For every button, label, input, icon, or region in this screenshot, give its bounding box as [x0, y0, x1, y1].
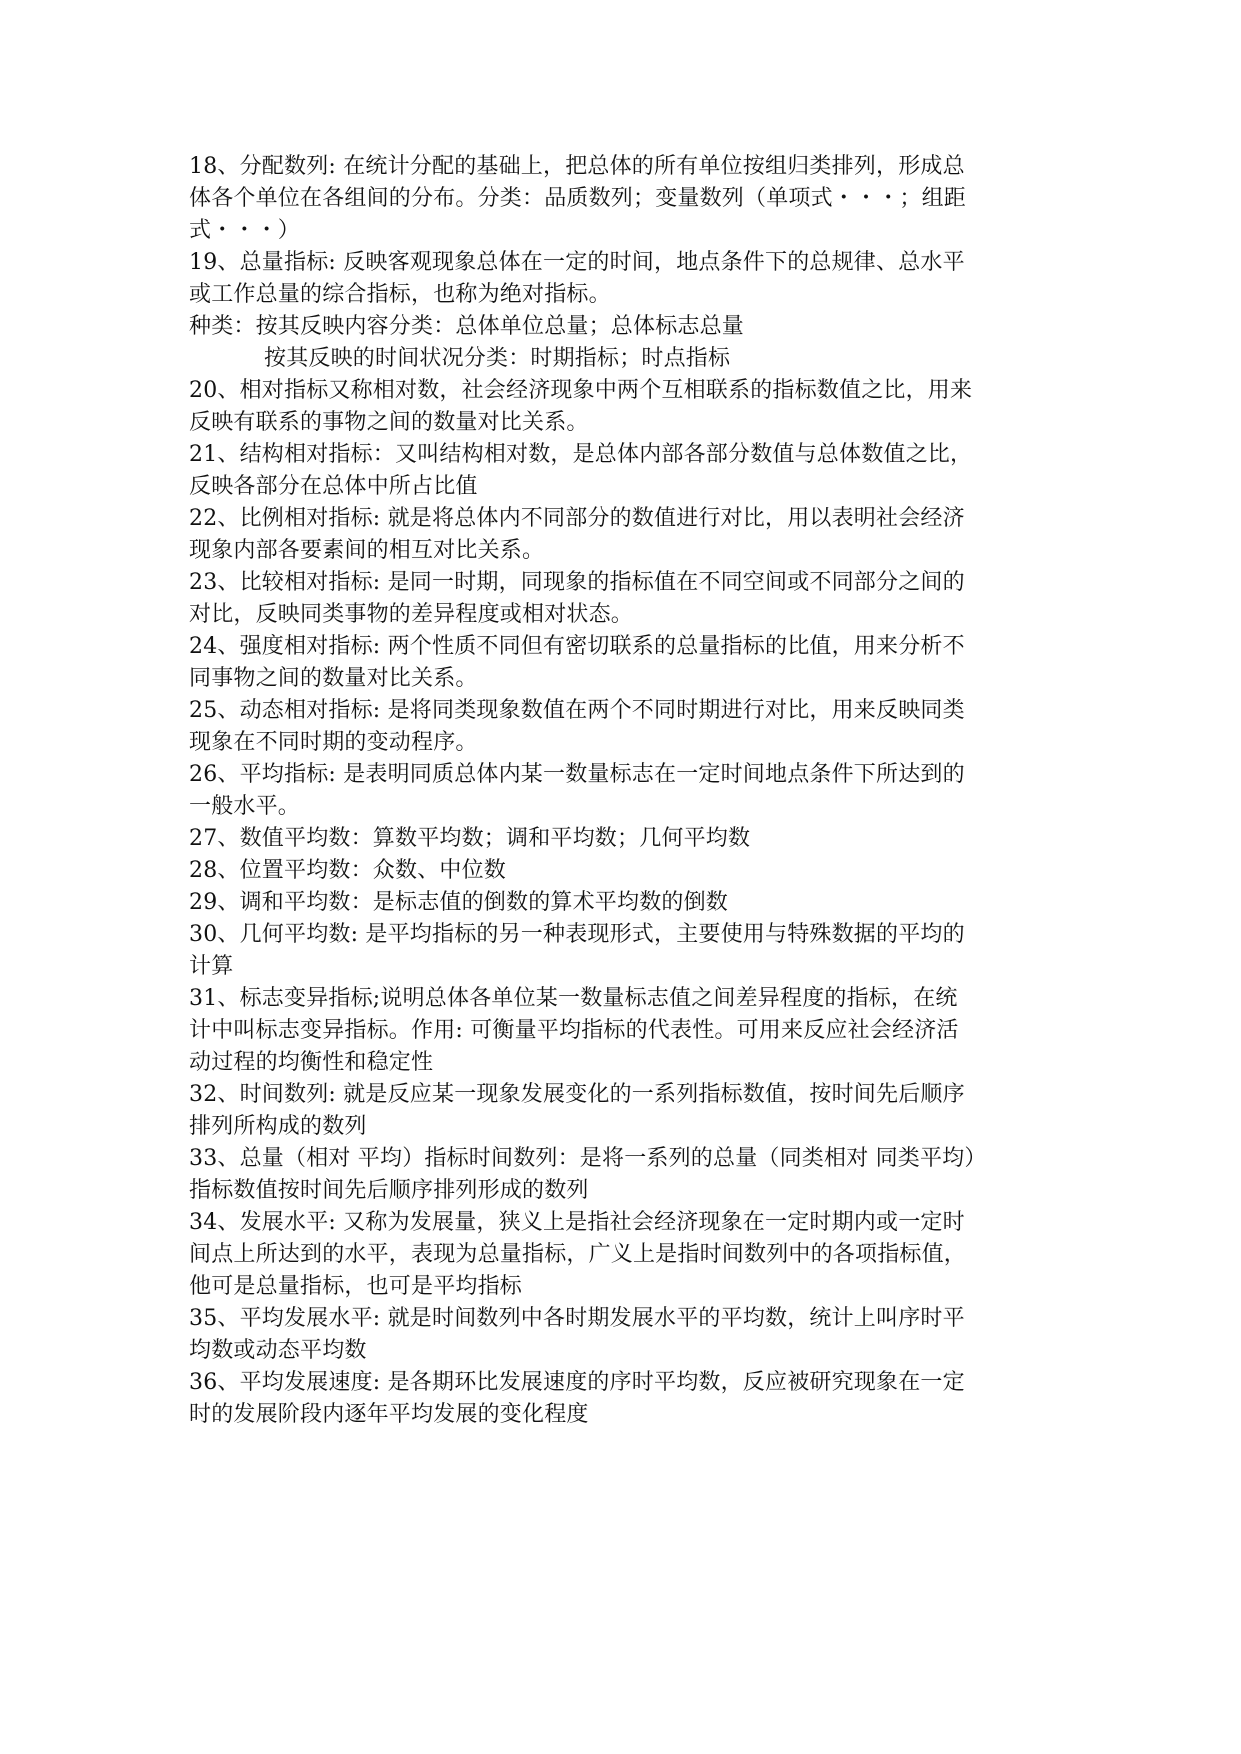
- text-line: 计算: [189, 954, 234, 979]
- text-line: 排列所构成的数列: [189, 1114, 367, 1139]
- text-line: 时的发展阶段内逐年平均发展的变化程度: [189, 1402, 589, 1427]
- text-line: 间点上所达到的水平，表现为总量指标，广义上是指时间数列中的各项指标值，: [189, 1242, 967, 1267]
- text-line: 动过程的均衡性和稳定性: [189, 1050, 434, 1075]
- text-line: 反映各部分在总体中所占比值: [189, 474, 478, 499]
- text-line: 现象在不同时期的变动程序。: [189, 730, 478, 755]
- text-line: 现象内部各要素间的相互对比关系。: [189, 538, 545, 563]
- text-line: 均数或动态平均数: [189, 1338, 367, 1363]
- text-line: 28、位置平均数：众数、中位数: [189, 858, 506, 883]
- text-line: 式・・・）: [189, 218, 301, 243]
- document-body: [189, 151, 1061, 1431]
- text-line: 34、发展水平: 又称为发展量，狭义上是指社会经济现象在一定时期内或一定时: [189, 1210, 965, 1235]
- text-line: 22、比例相对指标: 就是将总体内不同部分的数值进行对比，用以表明社会经济: [189, 506, 965, 531]
- text-line: 26、平均指标: 是表明同质总体内某一数量标志在一定时间地点条件下所达到的: [189, 762, 965, 787]
- text-line: 30、几何平均数: 是平均指标的另一种表现形式，主要使用与特殊数据的平均的: [189, 922, 965, 947]
- text-line: 一般水平。: [189, 794, 301, 819]
- text-line: 23、比较相对指标: 是同一时期，同现象的指标值在不同空间或不同部分之间的: [189, 570, 965, 595]
- text-line: 36、平均发展速度: 是各期环比发展速度的序时平均数，反应被研究现象在一定: [189, 1370, 965, 1395]
- text-line: 计中叫标志变异指标。作用: 可衡量平均指标的代表性。可用来反应社会经济活: [189, 1018, 959, 1043]
- text-line: 19、总量指标: 反映客观现象总体在一定的时间，地点条件下的总规律、总水平: [189, 250, 965, 275]
- text-line: 33、总量（相对 平均）指标时间数列：是将一系列的总量（同类相对 同类平均）: [189, 1146, 987, 1171]
- text-line: 25、动态相对指标: 是将同类现象数值在两个不同时期进行对比，用来反映同类: [189, 698, 965, 723]
- text-line: 20、相对指标又称相对数，社会经济现象中两个互相联系的指标数值之比，用来: [189, 378, 973, 403]
- text-line: 按其反映的时间状况分类：时期指标；时点指标: [264, 346, 731, 371]
- text-line: 同事物之间的数量对比关系。: [189, 666, 478, 691]
- text-line: 体各个单位在各组间的分布。分类：品质数列；变量数列（单项式・・・；组距: [189, 186, 967, 211]
- text-line: 或工作总量的综合指标，也称为绝对指标。: [189, 282, 611, 307]
- text-line: 对比，反映同类事物的差异程度或相对状态。: [189, 602, 634, 627]
- text-line: 27、数值平均数：算数平均数；调和平均数；几何平均数: [189, 826, 751, 851]
- text-line: 32、时间数列: 就是反应某一现象发展变化的一系列指标数值，按时间先后顺序: [189, 1082, 965, 1107]
- text-line: 他可是总量指标，也可是平均指标: [189, 1274, 523, 1299]
- text-line: 18、分配数列: 在统计分配的基础上，把总体的所有单位按组归类排列，形成总: [189, 154, 965, 179]
- text-line: 35、平均发展水平: 就是时间数列中各时期发展水平的平均数，统计上叫序时平: [189, 1306, 965, 1331]
- text-line: 29、调和平均数：是标志值的倒数的算术平均数的倒数: [189, 890, 728, 915]
- text-line: 31、标志变异指标;说明总体各单位某一数量标志值之间差异程度的指标，在统: [189, 986, 958, 1011]
- text-line: 21、结构相对指标：又叫结构相对数，是总体内部各部分数值与总体数值之比，: [189, 442, 973, 467]
- text-line: 种类：按其反映内容分类：总体单位总量；总体标志总量: [189, 314, 745, 339]
- text-line: 24、强度相对指标: 两个性质不同但有密切联系的总量指标的比值，用来分析不: [189, 634, 965, 659]
- text-line: 反映有联系的事物之间的数量对比关系。: [189, 410, 589, 435]
- text-line: 指标数值按时间先后顺序排列形成的数列: [189, 1178, 589, 1203]
